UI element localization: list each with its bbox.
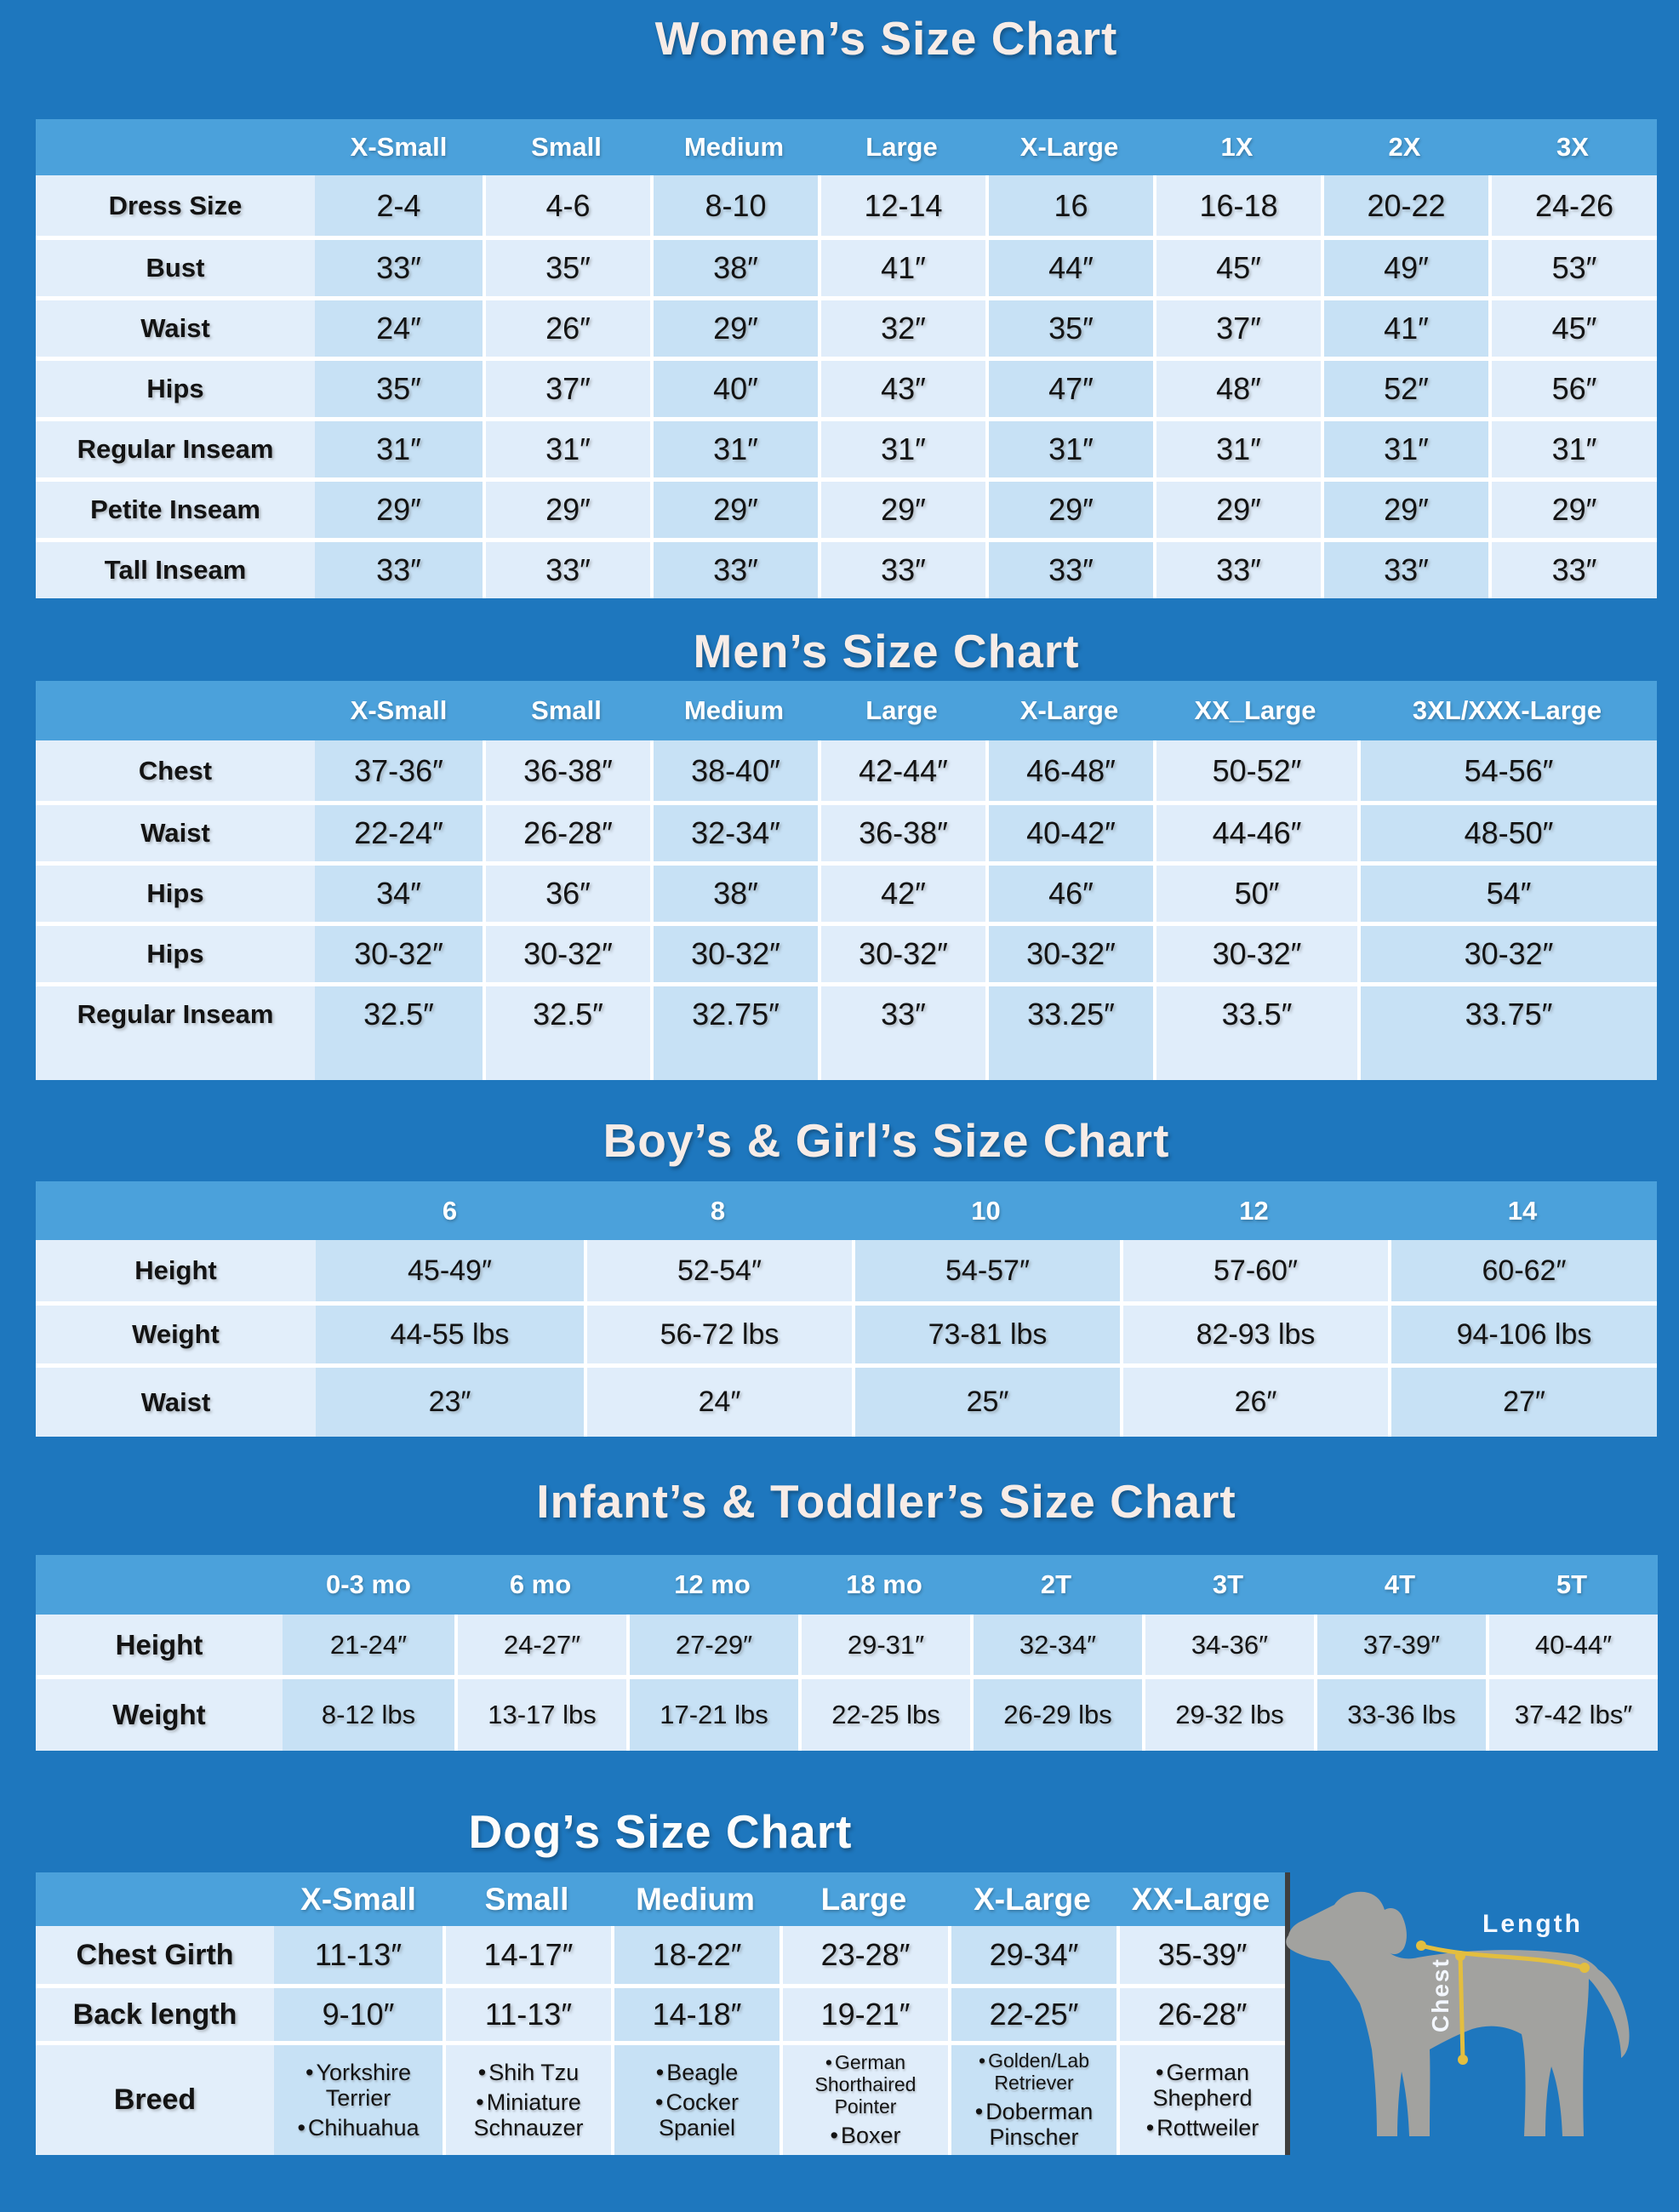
value-cell: 18-22″ xyxy=(611,1926,780,1984)
value-cell: 46″ xyxy=(985,861,1153,922)
breed-item: • Shih Tzu xyxy=(446,2060,611,2085)
column-header-cell: XX_Large xyxy=(1153,681,1357,740)
value-cell: 30-32″ xyxy=(1357,922,1657,982)
table-row xyxy=(36,417,1657,477)
value-cell: 29″ xyxy=(1488,477,1657,538)
table-row xyxy=(36,236,1657,296)
value-cell: 31″ xyxy=(650,417,818,477)
value-cell: 57-60″ xyxy=(1120,1240,1388,1301)
column-header-cell: Large xyxy=(818,681,985,740)
column-header-cell: 4T xyxy=(1314,1555,1486,1615)
value-cell: 8-12 lbs xyxy=(283,1675,454,1751)
value-cell: 44-46″ xyxy=(1153,801,1357,861)
value-cell: 30-32″ xyxy=(985,922,1153,982)
value-cell: 29″ xyxy=(315,477,483,538)
value-cell: 82-93 lbs xyxy=(1120,1301,1388,1363)
value-cell: 23-28″ xyxy=(780,1926,948,1984)
value-cell: 19-21″ xyxy=(780,1984,948,2041)
value-cell: 42″ xyxy=(818,861,985,922)
value-cell: 24-26 xyxy=(1488,175,1657,236)
value-cell: 29″ xyxy=(818,477,985,538)
value-cell xyxy=(611,2041,780,2155)
value-cell: 2-4 xyxy=(315,175,483,236)
breed-item: • Chihuahua xyxy=(274,2115,443,2141)
row-label-cell: Waist xyxy=(36,296,315,357)
column-header-cell: 3XL/XXX-Large xyxy=(1357,681,1657,740)
value-cell: 8-10 xyxy=(650,175,818,236)
value-cell: 45-49″ xyxy=(316,1240,584,1301)
value-cell: 29″ xyxy=(1321,477,1488,538)
value-cell: 22-25″ xyxy=(948,1984,1116,2041)
length-line-end-dot xyxy=(1579,1963,1590,1973)
breed-item: • Beagle xyxy=(614,2060,780,2085)
value-cell: 44″ xyxy=(985,236,1153,296)
value-cell: 54-57″ xyxy=(852,1240,1120,1301)
column-header-cell: 14 xyxy=(1388,1181,1657,1240)
value-cell: 20-22 xyxy=(1321,175,1488,236)
column-header-row xyxy=(36,1872,1285,1926)
value-cell: 41″ xyxy=(1321,296,1488,357)
value-cell: 31″ xyxy=(1321,417,1488,477)
value-cell xyxy=(274,2041,443,2155)
row-label-cell: Back length xyxy=(36,1984,274,2041)
value-cell: 32.5″ xyxy=(483,982,650,1043)
column-header-cell: Small xyxy=(443,1872,611,1926)
value-cell: 17-21 lbs xyxy=(626,1675,798,1751)
row-label-cell: Regular Inseam xyxy=(36,417,315,477)
value-cell: 32.75″ xyxy=(650,982,818,1043)
header-spacer-cell xyxy=(36,681,315,740)
value-cell: 40-44″ xyxy=(1486,1615,1658,1675)
value-cell: 26-29 lbs xyxy=(970,1675,1142,1751)
women-size-table xyxy=(36,119,1657,598)
row-label-cell: Hips xyxy=(36,357,315,417)
value-cell: 30-32″ xyxy=(1153,922,1357,982)
table-row xyxy=(36,1615,1658,1675)
value-cell: 43″ xyxy=(818,357,985,417)
value-cell: 11-13″ xyxy=(443,1984,611,2041)
value-cell: 29-34″ xyxy=(948,1926,1116,1984)
value-cell: 23″ xyxy=(316,1363,584,1437)
column-header-cell: Medium xyxy=(650,681,818,740)
column-header-cell: Medium xyxy=(611,1872,780,1926)
value-cell: 22-24″ xyxy=(315,801,483,861)
column-header-cell: Large xyxy=(818,119,985,175)
value-cell: 27-29″ xyxy=(626,1615,798,1675)
value-cell: 16-18 xyxy=(1153,175,1321,236)
column-header-cell: X-Large xyxy=(985,681,1153,740)
column-header-cell: X-Small xyxy=(315,119,483,175)
column-header-cell: 6 mo xyxy=(454,1555,626,1615)
value-cell: 40″ xyxy=(650,357,818,417)
value-cell: 33″ xyxy=(985,538,1153,598)
column-header-cell: X-Small xyxy=(315,681,483,740)
value-cell: 38-40″ xyxy=(650,740,818,801)
row-label-cell: Bust xyxy=(36,236,315,296)
value-cell: 30-32″ xyxy=(650,922,818,982)
value-cell: 47″ xyxy=(985,357,1153,417)
value-cell: 4-6 xyxy=(483,175,650,236)
row-label-cell: Height xyxy=(36,1240,316,1301)
table-row xyxy=(36,801,1657,861)
value-cell: 37″ xyxy=(1153,296,1321,357)
column-header-cell: 5T xyxy=(1486,1555,1658,1615)
value-cell: 33.25″ xyxy=(985,982,1153,1043)
table-row xyxy=(36,740,1657,801)
value-cell: 54-56″ xyxy=(1357,740,1657,801)
column-header-cell: X-Large xyxy=(985,119,1153,175)
men-size-table xyxy=(36,681,1657,1080)
column-header-cell: Small xyxy=(483,119,650,175)
value-cell: 13-17 lbs xyxy=(454,1675,626,1751)
header-spacer-cell xyxy=(36,1872,274,1926)
value-cell: 46-48″ xyxy=(985,740,1153,801)
column-header-cell: Small xyxy=(483,681,650,740)
value-cell: 33.75″ xyxy=(1357,982,1657,1043)
value-cell: 30-32″ xyxy=(483,922,650,982)
value-cell: 29-32 lbs xyxy=(1142,1675,1314,1751)
row-label-cell: Weight xyxy=(36,1301,316,1363)
dog-measurement-figure xyxy=(1285,1889,1642,2155)
value-cell: 26″ xyxy=(1120,1363,1388,1437)
value-cell: 35″ xyxy=(315,357,483,417)
breed-item: • Miniature Schnauzer xyxy=(446,2089,611,2141)
value-cell: 26-28″ xyxy=(483,801,650,861)
value-cell: 37-36″ xyxy=(315,740,483,801)
column-header-cell: 12 mo xyxy=(626,1555,798,1615)
column-header-row xyxy=(36,681,1657,740)
table-row xyxy=(36,296,1657,357)
value-cell: 48-50″ xyxy=(1357,801,1657,861)
row-label-cell: Regular Inseam xyxy=(36,982,315,1043)
row-label-cell: Waist xyxy=(36,801,315,861)
boys-chart-title: Boy’s & Girl’s Size Chart xyxy=(602,1114,1170,1167)
value-cell: 45″ xyxy=(1153,236,1321,296)
value-cell: 50-52″ xyxy=(1153,740,1357,801)
value-cell: 38″ xyxy=(650,236,818,296)
infant-chart-title: Infant’s & Toddler’s Size Chart xyxy=(536,1475,1236,1528)
filler-cell xyxy=(483,1043,650,1080)
header-spacer-cell xyxy=(36,119,315,175)
filler-row xyxy=(36,1043,1657,1080)
value-cell: 31″ xyxy=(818,417,985,477)
column-header-cell: 18 mo xyxy=(798,1555,970,1615)
filler-label-cell xyxy=(36,1043,315,1080)
value-cell: 41″ xyxy=(818,236,985,296)
header-spacer-cell xyxy=(36,1181,316,1240)
value-cell: 36-38″ xyxy=(483,740,650,801)
dog-size-table xyxy=(36,1872,1290,2155)
breed-item: • Doberman Pinscher xyxy=(951,2099,1116,2150)
column-header-row xyxy=(36,1181,1657,1240)
value-cell: 44-55 lbs xyxy=(316,1301,584,1363)
column-header-cell: 6 xyxy=(316,1181,584,1240)
value-cell: 33″ xyxy=(818,538,985,598)
value-cell: 56″ xyxy=(1488,357,1657,417)
value-cell xyxy=(1116,2041,1285,2155)
column-header-cell: Medium xyxy=(650,119,818,175)
row-label-cell: Weight xyxy=(36,1675,283,1751)
filler-cell xyxy=(985,1043,1153,1080)
table-row xyxy=(36,175,1657,236)
filler-cell xyxy=(315,1043,483,1080)
value-cell: 33″ xyxy=(650,538,818,598)
value-cell: 29-31″ xyxy=(798,1615,970,1675)
value-cell xyxy=(780,2041,948,2155)
row-label-cell: Waist xyxy=(36,1363,316,1437)
row-label-cell: Hips xyxy=(36,922,315,982)
column-header-cell: 0-3 mo xyxy=(283,1555,454,1615)
table-row xyxy=(36,2041,1285,2155)
table-row xyxy=(36,1984,1285,2041)
length-label: Length xyxy=(1482,1910,1583,1938)
value-cell: 31″ xyxy=(315,417,483,477)
value-cell: 33.5″ xyxy=(1153,982,1357,1043)
infant-size-table xyxy=(36,1555,1658,1751)
value-cell: 30-32″ xyxy=(315,922,483,982)
column-header-cell: 3X xyxy=(1488,119,1657,175)
breed-item: • Cocker Spaniel xyxy=(614,2089,780,2141)
value-cell: 56-72 lbs xyxy=(584,1301,852,1363)
table-row xyxy=(36,1926,1285,1984)
row-label-cell: Tall Inseam xyxy=(36,538,315,598)
value-cell: 48″ xyxy=(1153,357,1321,417)
value-cell: 33-36 lbs xyxy=(1314,1675,1486,1751)
value-cell: 29″ xyxy=(483,477,650,538)
filler-cell xyxy=(1153,1043,1357,1080)
column-header-cell: 1X xyxy=(1153,119,1321,175)
value-cell: 25″ xyxy=(852,1363,1120,1437)
value-cell: 32-34″ xyxy=(650,801,818,861)
value-cell: 52-54″ xyxy=(584,1240,852,1301)
value-cell: 24″ xyxy=(584,1363,852,1437)
filler-cell xyxy=(650,1043,818,1080)
table-row xyxy=(36,982,1657,1043)
table-row xyxy=(36,1301,1657,1363)
value-cell: 36-38″ xyxy=(818,801,985,861)
value-cell: 73-81 lbs xyxy=(852,1301,1120,1363)
value-cell: 36″ xyxy=(483,861,650,922)
value-cell: 52″ xyxy=(1321,357,1488,417)
column-header-cell: 10 xyxy=(852,1181,1120,1240)
column-header-cell: Large xyxy=(780,1872,948,1926)
column-header-cell: XX-Large xyxy=(1116,1872,1285,1926)
table-row xyxy=(36,1363,1657,1437)
value-cell: 34″ xyxy=(315,861,483,922)
value-cell: 37-42 lbs″ xyxy=(1486,1675,1658,1751)
breed-item: • Boxer xyxy=(783,2123,948,2148)
chest-label: Chest xyxy=(1427,1958,1453,2032)
value-cell: 32″ xyxy=(818,296,985,357)
value-cell: 12-14 xyxy=(818,175,985,236)
column-header-row xyxy=(36,1555,1658,1615)
value-cell: 9-10″ xyxy=(274,1984,443,2041)
value-cell: 33″ xyxy=(818,982,985,1043)
table-row xyxy=(36,477,1657,538)
column-header-cell: X-Small xyxy=(274,1872,443,1926)
men-chart-title: Men’s Size Chart xyxy=(693,625,1080,677)
value-cell: 33″ xyxy=(1153,538,1321,598)
value-cell xyxy=(948,2041,1116,2155)
value-cell: 94-106 lbs xyxy=(1388,1301,1657,1363)
length-line-end-dot xyxy=(1416,1941,1426,1951)
value-cell xyxy=(443,2041,611,2155)
header-spacer-cell xyxy=(36,1555,283,1615)
value-cell: 21-24″ xyxy=(283,1615,454,1675)
breed-item: • Rottweiler xyxy=(1120,2115,1285,2141)
value-cell: 53″ xyxy=(1488,236,1657,296)
value-cell: 29″ xyxy=(1153,477,1321,538)
value-cell: 29″ xyxy=(985,477,1153,538)
column-header-cell: X-Large xyxy=(948,1872,1116,1926)
value-cell: 29″ xyxy=(650,296,818,357)
value-cell: 50″ xyxy=(1153,861,1357,922)
column-header-cell: 3T xyxy=(1142,1555,1314,1615)
column-header-cell: 2X xyxy=(1321,119,1488,175)
value-cell: 60-62″ xyxy=(1388,1240,1657,1301)
value-cell: 31″ xyxy=(1488,417,1657,477)
row-label-cell: Height xyxy=(36,1615,283,1675)
value-cell: 24-27″ xyxy=(454,1615,626,1675)
value-cell: 14-18″ xyxy=(611,1984,780,2041)
boys-size-table xyxy=(36,1181,1657,1437)
value-cell: 45″ xyxy=(1488,296,1657,357)
value-cell: 30-32″ xyxy=(818,922,985,982)
value-cell: 33″ xyxy=(315,236,483,296)
column-header-row xyxy=(36,119,1657,175)
column-header-cell: 12 xyxy=(1120,1181,1388,1240)
value-cell: 33″ xyxy=(1321,538,1488,598)
column-header-cell: 2T xyxy=(970,1555,1142,1615)
value-cell: 31″ xyxy=(483,417,650,477)
value-cell: 35″ xyxy=(985,296,1153,357)
filler-cell xyxy=(1357,1043,1657,1080)
value-cell: 37″ xyxy=(483,357,650,417)
row-label-cell: Chest Girth xyxy=(36,1926,274,1984)
value-cell: 11-13″ xyxy=(274,1926,443,1984)
breed-item: • German Shepherd xyxy=(1120,2060,1285,2111)
value-cell: 33″ xyxy=(1488,538,1657,598)
value-cell: 32.5″ xyxy=(315,982,483,1043)
table-row xyxy=(36,1675,1658,1751)
table-row xyxy=(36,538,1657,598)
value-cell: 14-17″ xyxy=(443,1926,611,1984)
row-label-cell: Chest xyxy=(36,740,315,801)
value-cell: 31″ xyxy=(1153,417,1321,477)
value-cell: 37-39″ xyxy=(1314,1615,1486,1675)
table-row xyxy=(36,1240,1657,1301)
value-cell: 40-42″ xyxy=(985,801,1153,861)
value-cell: 27″ xyxy=(1388,1363,1657,1437)
filler-cell xyxy=(818,1043,985,1080)
value-cell: 31″ xyxy=(985,417,1153,477)
breed-item: • Yorkshire Terrier xyxy=(274,2060,443,2111)
value-cell: 38″ xyxy=(650,861,818,922)
value-cell: 42-44″ xyxy=(818,740,985,801)
value-cell: 35-39″ xyxy=(1116,1926,1285,1984)
chest-measure-line xyxy=(1460,1956,1463,2060)
row-label-cell: Dress Size xyxy=(36,175,315,236)
value-cell: 33″ xyxy=(315,538,483,598)
row-label-cell: Breed xyxy=(36,2041,274,2155)
value-cell: 35″ xyxy=(483,236,650,296)
value-cell: 24″ xyxy=(315,296,483,357)
chest-line-end-dot xyxy=(1458,2055,1468,2065)
breed-item: • Golden/Lab Retriever xyxy=(951,2050,1116,2095)
value-cell: 33″ xyxy=(483,538,650,598)
women-chart-title: Women’s Size Chart xyxy=(654,12,1118,65)
row-label-cell: Hips xyxy=(36,861,315,922)
value-cell: 32-34″ xyxy=(970,1615,1142,1675)
value-cell: 29″ xyxy=(650,477,818,538)
chest-line-end-dot xyxy=(1455,1951,1465,1961)
value-cell: 22-25 lbs xyxy=(798,1675,970,1751)
dog-chart-title: Dog’s Size Chart xyxy=(468,1805,853,1858)
column-header-cell: 8 xyxy=(584,1181,852,1240)
row-label-cell: Petite Inseam xyxy=(36,477,315,538)
value-cell: 54″ xyxy=(1357,861,1657,922)
table-row xyxy=(36,357,1657,417)
value-cell: 26″ xyxy=(483,296,650,357)
value-cell: 26-28″ xyxy=(1116,1984,1285,2041)
table-row xyxy=(36,922,1657,982)
value-cell: 49″ xyxy=(1321,236,1488,296)
table-row xyxy=(36,861,1657,922)
value-cell: 16 xyxy=(985,175,1153,236)
value-cell: 34-36″ xyxy=(1142,1615,1314,1675)
breed-item: • German Shorthaired Pointer xyxy=(783,2052,948,2118)
